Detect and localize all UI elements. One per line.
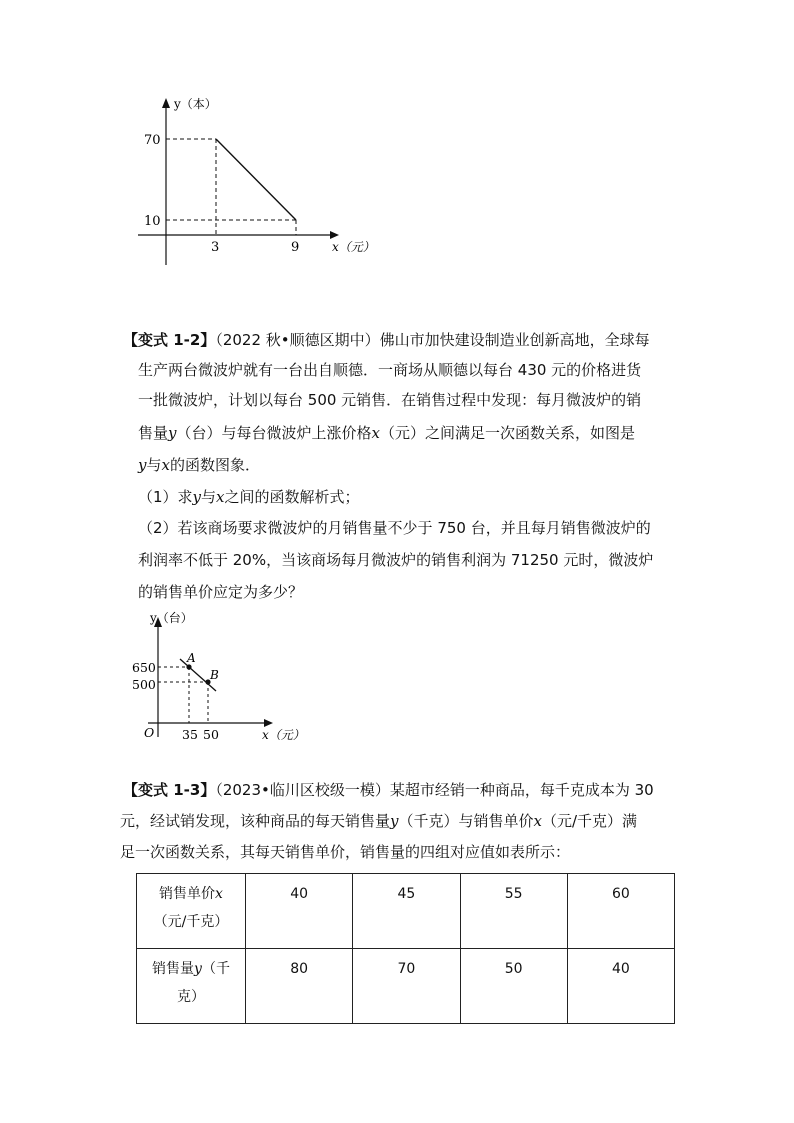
origin-label: O	[144, 725, 155, 740]
header-unit: （千	[201, 961, 230, 977]
variant-1-3-line2	[120, 806, 637, 836]
var-x: x	[371, 424, 380, 442]
variant-tag: 【变式 1-3】	[123, 781, 216, 799]
var-y: y	[138, 456, 147, 474]
var-y: y	[168, 424, 177, 442]
text-fragment: 与	[201, 488, 217, 506]
point-a-label: A	[187, 651, 196, 665]
question-2-line2: 利润率不低于 20%，当该商场每月微波炉的销售利润为 71250 元时，微波炉	[138, 551, 654, 569]
question-1	[138, 482, 360, 512]
point-a	[186, 664, 191, 669]
header-unit: 克）	[177, 989, 205, 1005]
paragraph-text: 某超市经销一种商品，每千克成本为 30	[389, 781, 654, 799]
y-tick-500: 500	[132, 677, 156, 692]
table-cell: 40	[567, 949, 674, 1024]
x-axis-label: x（元）	[332, 240, 375, 254]
table-cell: 70	[353, 949, 460, 1024]
paragraph-text: 佛山市加快建设制造业创新高地，全球每	[379, 331, 650, 349]
x-tick-50: 50	[203, 727, 219, 742]
x-axis-label: x（元）	[262, 728, 305, 742]
var-x: x	[161, 456, 170, 474]
table-cell: 45	[353, 874, 460, 949]
y-axis-label: y（本）	[174, 97, 217, 111]
text-fragment: （1）求	[138, 488, 193, 506]
question-2-line3: 的销售单价应定为多少？	[138, 583, 304, 601]
x-axis-arrow-icon	[264, 719, 273, 727]
x-tick-9: 9	[291, 240, 300, 255]
variant-1-3-line1	[123, 775, 654, 805]
text-fragment: （台）与每台微波炉上涨价格	[176, 424, 372, 442]
table-cell: 55	[460, 874, 567, 949]
variant-source: （2022 秋•顺德区期中）	[215, 331, 380, 349]
y-tick-650: 650	[132, 660, 156, 675]
table-cell: 40	[246, 874, 353, 949]
x-axis-arrow-icon	[330, 231, 339, 239]
row-header-price	[137, 874, 246, 949]
header-text: 销售量	[152, 961, 195, 977]
text-fragment: （千克）与销售单价	[398, 812, 534, 830]
x-tick-3: 3	[211, 240, 220, 255]
var-y: y	[194, 961, 202, 977]
text-fragment: 售量	[138, 424, 169, 442]
y-axis-arrow-icon	[162, 98, 170, 108]
table-row-quantity	[137, 949, 675, 1024]
table-cell: 50	[460, 949, 567, 1024]
var-y: y	[390, 812, 399, 830]
variant-tag: 【变式 1-2】	[123, 331, 216, 349]
y-tick-10: 10	[144, 214, 161, 229]
variant-1-3-line3: 足一次函数关系，其每天销售单价，销售量的四组对应值如表所示：	[120, 843, 571, 861]
table-cell: 80	[246, 949, 353, 1024]
graph-books-price	[130, 90, 390, 270]
graph-sales-price	[130, 603, 310, 748]
function-segment	[216, 139, 296, 220]
variant-1-2-line4	[138, 418, 635, 448]
price-quantity-table	[136, 873, 675, 1024]
table-row-price	[137, 874, 675, 949]
var-x: x	[215, 886, 223, 902]
var-x: x	[216, 488, 225, 506]
text-fragment: 元，经试销发现，该种商品的每天销售量	[120, 812, 391, 830]
variant-1-2-line5	[138, 450, 260, 480]
text-fragment: （元/千克）满	[541, 812, 638, 830]
point-b-label: B	[210, 668, 219, 682]
y-tick-70: 70	[144, 133, 161, 148]
row-header-quantity	[137, 949, 246, 1024]
variant-1-2-line3: 一批微波炉，计划以每台 500 元销售．在销售过程中发现：每月微波炉的销	[138, 391, 642, 409]
variant-1-2-line1	[123, 325, 650, 355]
text-fragment: （元）之间满足一次函数关系，如图是	[379, 424, 635, 442]
header-unit: （元/千克）	[153, 914, 229, 930]
question-2-line1: （2）若该商场要求微波炉的月销售量不少于 750 台，并且每月销售微波炉的	[138, 519, 651, 537]
text-fragment: 与	[146, 456, 162, 474]
variant-1-2-line2: 生产两台微波炉就有一台出自顺德．一商场从顺德以每台 430 元的价格进货	[138, 361, 642, 379]
x-tick-35: 35	[182, 727, 198, 742]
var-x: x	[533, 812, 542, 830]
var-y: y	[192, 488, 202, 506]
y-axis-label: y（台）	[150, 611, 193, 625]
header-text: 销售单价	[159, 886, 216, 902]
text-fragment: 之间的函数解析式；	[224, 488, 360, 506]
variant-source: （2023•临川区校级一模）	[215, 781, 390, 799]
table-cell: 60	[567, 874, 674, 949]
text-fragment: 的函数图象．	[169, 456, 260, 474]
